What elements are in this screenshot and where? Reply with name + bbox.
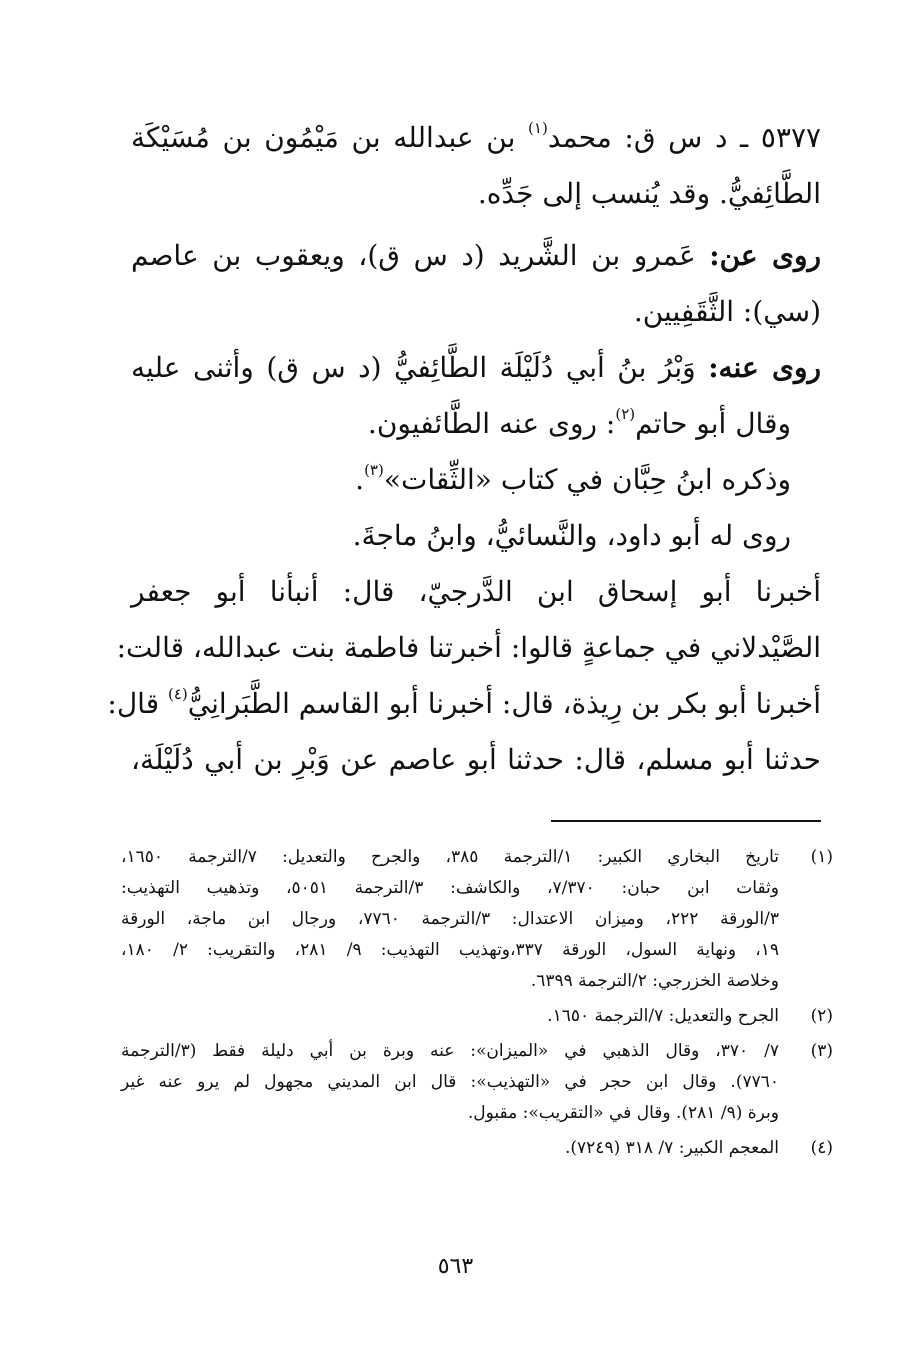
narrators-from-him-line — [131, 340, 821, 396]
footnote-2 — [121, 1001, 833, 1032]
footnote-line: الجرح والتعديل: ٧/الترجمة ١٦٥٠. — [547, 1006, 779, 1026]
isnad-text-3: أخبرنا أبو بكر بن رِيذة، قال: أخبرنا أبو القاسم الطَّبَرانِيُّ — [187, 687, 821, 720]
footnote-number: (١) — [810, 847, 833, 867]
narrated-by-line — [131, 508, 821, 564]
narrated-from-line — [131, 228, 821, 284]
footnote-line: وبرة (٩/ ٢٨١). وقال في «التقريب»: مقبول. — [467, 1103, 779, 1123]
footnote-line: ٧/ ٣٧٠، وقال الذهبي في «الميزان»: عنه وبرة بن أبي دليلة فقط (٣/الترجمة — [121, 1041, 779, 1061]
biography-entry — [107, 110, 822, 788]
footnote-number: (٢) — [810, 1006, 833, 1026]
isnad-text-1: أخبرنا أبو إسحاق ابن الدَّرجيّ، قال: أنبأنا أبو جعفر — [131, 575, 821, 608]
isnad-line-1 — [131, 564, 821, 620]
abu-hatim-line — [131, 396, 821, 452]
abu-hatim-quote: : روى عنه الطَّائفيون. — [367, 407, 616, 440]
footnote-ref-4: (٤) — [168, 685, 188, 703]
narrated-from-text-end: (سي): الثَّقَفِيين. — [633, 295, 821, 328]
isnad-text-3-end: قال: — [107, 687, 160, 720]
abu-hatim-text: وقال أبو حاتم — [635, 407, 791, 440]
isnad-text-4: حدثنا أبو مسلم، قال: حدثنا أبو عاصم عن وَبْرِ بن أبي دُلَيْلَة، — [131, 743, 821, 776]
ibn-hibban-text: وذكره ابنُ حِبَّان في كتاب «الثِّقات» — [383, 463, 791, 496]
isnad-line-4 — [131, 732, 821, 788]
footnote-3 — [121, 1036, 833, 1129]
footnote-ref-3: (٣) — [364, 461, 384, 479]
entry-number-and-name: ٥٣٧٧ ـ د س ق: محمد — [547, 121, 822, 154]
ibn-hibban-period: . — [355, 463, 365, 496]
entry-nisba-line — [131, 166, 821, 222]
footnotes — [121, 842, 833, 1164]
narrated-by-text: روى له أبو داود، والنَّسائيُّ، وابنُ ماجةَ. — [352, 519, 791, 552]
footnote-line: ٧٧٦٠). وقال ابن حجر في «التهذيب»: قال ابن المديني مجهول لم يرو عنه غير — [121, 1072, 779, 1092]
narrated-from-continuation — [131, 284, 821, 340]
footnote-line: ١٩، ونهاية السول، الورقة ٣٣٧،وتهذيب التهذيب: ٩/ ٢٨١، والتقريب: ٢/ ١٨٠، — [121, 940, 779, 960]
narrated-from-label: روى عن: — [709, 239, 821, 272]
page-number: ٥٦٣ — [437, 1254, 474, 1279]
footnote-line: وخلاصة الخزرجي: ٢/الترجمة ٦٣٩٩. — [530, 971, 779, 991]
entry-lineage: بن عبدالله بن مَيْمُون بن مُسَيْكَة — [131, 121, 516, 154]
footnote-separator — [551, 820, 821, 822]
narrated-from-text: عَمرو بن الشَّريد (د س ق)، ويعقوب بن عاصم — [131, 239, 696, 272]
footnote-ref-2: (٢) — [615, 405, 636, 423]
entry-nisba: الطَّائِفيُّ. وقد يُنسب إلى جَدِّه. — [477, 177, 821, 210]
isnad-text-2: الصَّيْدلاني في جماعةٍ قالوا: أخبرتنا فاطمة بنت عبدالله، قالت: — [116, 631, 821, 664]
isnad-line-2 — [116, 620, 821, 676]
footnote-4 — [121, 1133, 833, 1164]
footnote-number: (٤) — [810, 1138, 833, 1158]
footnote-number: (٣) — [810, 1041, 833, 1061]
entry-heading-line — [131, 110, 821, 166]
footnote-line: المعجم الكبير: ٧/ ٣١٨ (٧٢٤٩). — [565, 1138, 779, 1158]
ibn-hibban-line — [131, 452, 821, 508]
footnote-1 — [121, 842, 833, 997]
narrators-from-him-text: وَبْرُ بنُ أبي دُلَيْلَة الطَّائِفيُّ (د س ق) وأثنى عليه — [131, 351, 696, 384]
footnote-line: تاريخ البخاري الكبير: ١/الترجمة ٣٨٥، والجرح والتعديل: ٧/الترجمة ١٦٥٠، — [121, 847, 779, 867]
footnote-line: وثقات ابن حبان: ٧/٣٧٠، والكاشف: ٣/الترجمة ٥٠٥١، وتذهيب التهذيب: — [121, 878, 779, 898]
footnote-line: ٣/الورقة ٢٢٢، وميزان الاعتدال: ٣/الترجمة ٧٧٦٠، ورجال ابن ماجة، الورقة — [121, 909, 779, 929]
footnote-ref-1: (١) — [528, 119, 548, 137]
isnad-line-3 — [107, 676, 821, 732]
narrators-from-him-label: روى عنه: — [708, 351, 821, 384]
